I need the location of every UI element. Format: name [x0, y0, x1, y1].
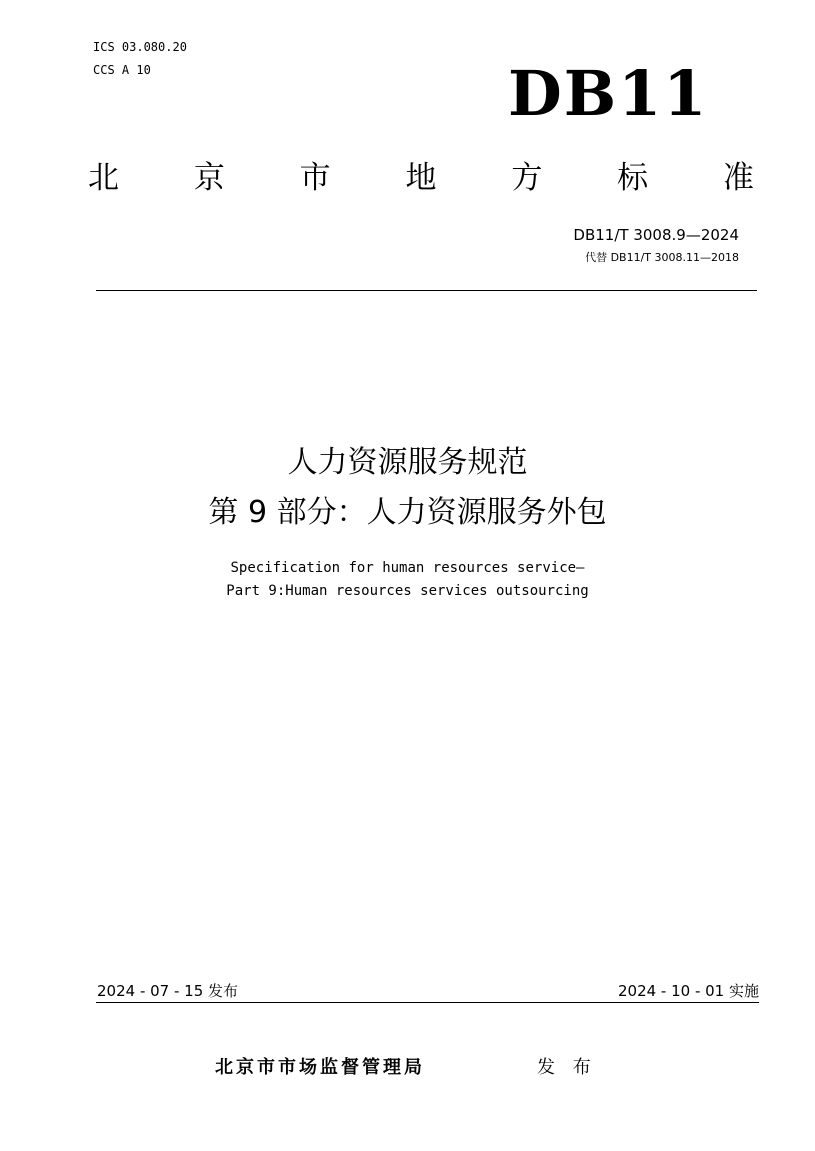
issuing-authority: 北京市市场监督管理局	[215, 1057, 425, 1078]
title-en-line2: Part 9:Human resources services outsourcing	[226, 583, 589, 599]
ccs-code: CCS A 10	[93, 63, 151, 77]
implementation-date: 2024 - 10 - 01 实施	[617, 982, 759, 1000]
issued-label: 发 布	[537, 1057, 597, 1078]
ics-code: ICS 03.080.20	[93, 40, 187, 54]
title-en-line1: Specification for human resources service—	[230, 560, 585, 576]
standard-code-logo: DB11	[508, 57, 709, 130]
title-zh-line2: 第 9 部分：人力资源服务外包	[208, 495, 607, 530]
standard-type-char: 京	[193, 160, 225, 196]
standard-type-char: 市	[299, 160, 331, 196]
standard-type-char: 准	[722, 160, 754, 196]
standard-type-char: 标	[617, 160, 649, 196]
title-zh-line1: 人力资源服务规范	[287, 445, 528, 480]
standard-type-char: 方	[511, 160, 543, 196]
footer-divider	[96, 1002, 759, 1003]
standard-type-char: 地	[405, 160, 437, 196]
replaced-standard: 代替 DB11/T 3008.11—2018	[585, 251, 739, 264]
standard-type-title	[88, 158, 754, 198]
standard-type-char: 北	[88, 160, 119, 196]
issue-date: 2024 - 07 - 15 发布	[97, 982, 239, 1000]
header-divider	[96, 290, 757, 291]
standard-number: DB11/T 3008.9—2024	[573, 226, 739, 244]
